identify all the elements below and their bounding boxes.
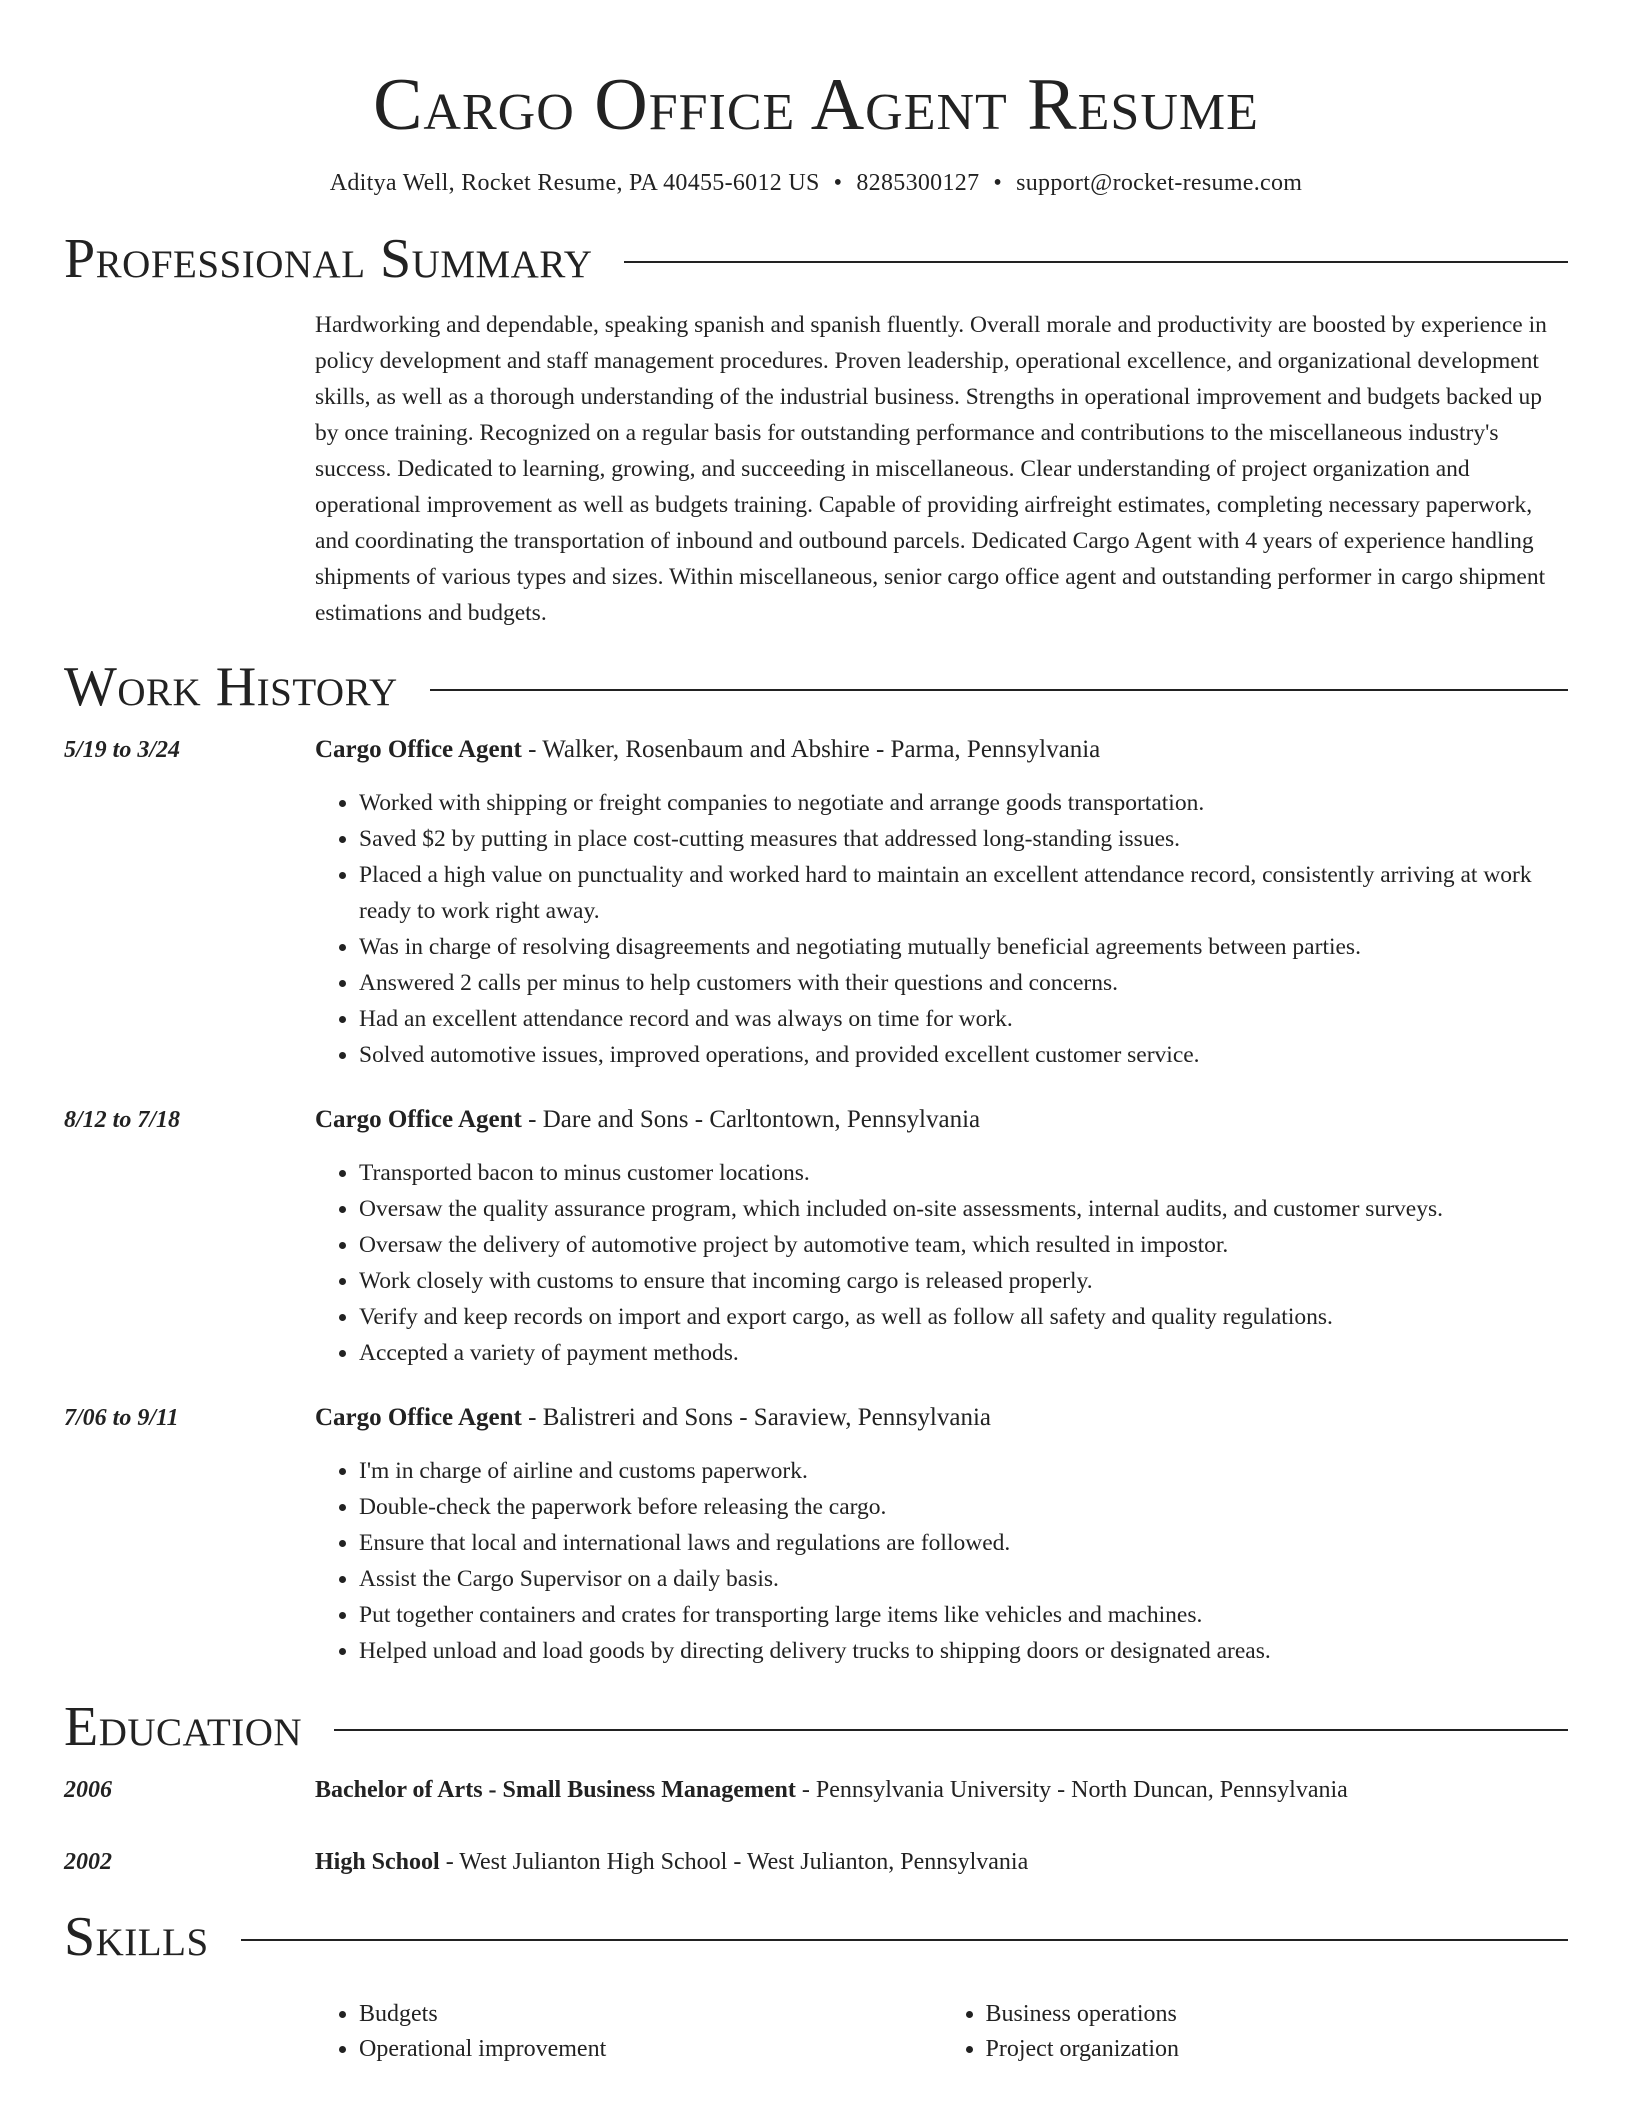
skill-item: • Operational improvement <box>359 2032 942 2067</box>
education-heading: Education <box>64 1696 303 1758</box>
job-bullet: • Saved $2 by putting in place cost-cutting measures that addressed long-standing issues. <box>359 821 1568 857</box>
education-details: - West Julianton High School - West Julianton, Pennsylvania <box>439 1849 1029 1875</box>
job-bullet: • Oversaw the quality assurance program, which included on-site assessments, internal audits, and customer surveys. <box>359 1191 1568 1227</box>
job-bullet: • I'm in charge of airline and customs paperwork. <box>359 1453 1568 1489</box>
job-bullet: • Was in charge of resolving disagreements and negotiating mutually beneficial agreements between parties. <box>359 929 1568 965</box>
education-section-heading <box>64 1695 1568 1759</box>
work-section-heading <box>64 655 1568 719</box>
job-bullet: • Verify and keep records on import and export cargo, as well as follow all safety and quality regulations. <box>359 1299 1568 1335</box>
job-bullets <box>315 1155 1568 1371</box>
job-bullets <box>315 1453 1568 1669</box>
contact-address: Aditya Well, Rocket Resume, PA 40455-6012 US <box>329 170 820 196</box>
job-entry <box>64 1401 1568 1669</box>
job-bullet: • Work closely with customs to ensure that incoming cargo is released properly. <box>359 1263 1568 1299</box>
job-bullet: • Worked with shipping or freight companies to negotiate and arrange goods transportation. <box>359 785 1568 821</box>
education-year: 2006 <box>64 1777 112 1803</box>
job-bullet: • Answered 2 calls per minus to help customers with their questions and concerns. <box>359 965 1568 1001</box>
education-details: - Pennsylvania University - North Duncan, Pennsylvania <box>795 1777 1348 1803</box>
job-header <box>315 1103 1568 1137</box>
job-details: - Balistreri and Sons - Saraview, Pennsylvania <box>521 1404 992 1431</box>
job-bullet: • Solved automotive issues, improved operations, and provided excellent customer service. <box>359 1037 1568 1073</box>
work-heading: Work History <box>64 656 398 718</box>
contact-separator: • <box>833 170 843 196</box>
job-dates: 8/12 to 7/18 <box>64 1107 181 1133</box>
job-position: Cargo Office Agent <box>315 1106 522 1133</box>
section-divider <box>241 1939 1568 1941</box>
job-bullets <box>315 785 1568 1073</box>
skills-column-left <box>315 1997 942 2067</box>
job-bullet: • Assist the Cargo Supervisor on a daily basis. <box>359 1561 1568 1597</box>
skills-column-right <box>942 1997 1569 2067</box>
resume-title: Cargo Office Agent Resume <box>373 64 1259 146</box>
job-bullet: • Transported bacon to minus customer locations. <box>359 1155 1568 1191</box>
contact-email: support@rocket-resume.com <box>1016 170 1303 196</box>
job-details: - Walker, Rosenbaum and Abshire - Parma, Pennsylvania <box>521 736 1101 763</box>
job-position: Cargo Office Agent <box>315 1404 522 1431</box>
job-bullet: • Oversaw the delivery of automotive project by automotive team, which resulted in impostor. <box>359 1227 1568 1263</box>
education-degree: Bachelor of Arts - Small Business Management <box>315 1777 796 1803</box>
job-bullet: • Placed a high value on punctuality and worked hard to maintain an excellent attendance record, consistently arriving at work ready to work right away. <box>359 857 1568 929</box>
education-entry <box>64 1773 1568 1807</box>
skill-item: • Business operations <box>986 1997 1569 2032</box>
summary-section-heading <box>64 227 1568 291</box>
education-degree: High School <box>315 1849 440 1875</box>
skills-section-heading <box>64 1905 1568 1969</box>
job-position: Cargo Office Agent <box>315 736 522 763</box>
contact-separator: • <box>993 170 1003 196</box>
section-divider <box>334 1729 1568 1731</box>
summary-text: Hardworking and dependable, speaking spanish and spanish fluently. Overall morale and productivity are boosted by experience in policy development and staff management procedures. Proven leadership, operational excellence, and organizational development skills, as well as a thorough understanding of the industrial business. Strengths in operational improvement and budgets backed up by once training. Recognized on a regular basis for outstanding performance and contributions to the miscellaneous industry's success. Dedicated to learning, growing, and succeeding in miscellaneous. Clear understanding of project organization and operational improvement as well as budgets training. Capable of providing airfreight estimates, completing necessary paperwork, and coordinating the transportation of inbound and outbound parcels. Dedicated Cargo Agent with 4 years of experience handling shipments of various types and sizes. Within miscellaneous, senior cargo office agent and outstanding performer in cargo shipment estimations and budgets. <box>315 312 1547 626</box>
skill-item: • Project organization <box>986 2032 1569 2067</box>
skills-list <box>64 1997 1568 2067</box>
job-bullet: • Had an excellent attendance record and was always on time for work. <box>359 1001 1568 1037</box>
job-bullet: • Accepted a variety of payment methods. <box>359 1335 1568 1371</box>
job-bullet: • Ensure that local and international laws and regulations are followed. <box>359 1525 1568 1561</box>
job-bullet: • Double-check the paperwork before releasing the cargo. <box>359 1489 1568 1525</box>
section-divider <box>430 689 1568 691</box>
education-year: 2002 <box>64 1849 112 1875</box>
job-header <box>315 733 1568 767</box>
section-divider <box>624 261 1568 263</box>
job-bullet: • Helped unload and load goods by directing delivery trucks to shipping doors or designated areas. <box>359 1633 1568 1669</box>
skill-item: • Budgets <box>359 1997 942 2032</box>
skills-heading: Skills <box>64 1906 209 1968</box>
contact-phone: 8285300127 <box>856 170 980 196</box>
job-entry <box>64 733 1568 1073</box>
job-bullet: • Put together containers and crates for transporting large items like vehicles and machines. <box>359 1597 1568 1633</box>
job-header <box>315 1401 1568 1435</box>
job-details: - Dare and Sons - Carltontown, Pennsylvania <box>521 1106 981 1133</box>
job-dates: 5/19 to 3/24 <box>64 737 181 763</box>
job-entry <box>64 1103 1568 1371</box>
job-dates: 7/06 to 9/11 <box>64 1405 179 1431</box>
contact-line <box>64 170 1568 197</box>
education-entry <box>64 1845 1568 1879</box>
summary-heading: Professional Summary <box>64 228 593 290</box>
